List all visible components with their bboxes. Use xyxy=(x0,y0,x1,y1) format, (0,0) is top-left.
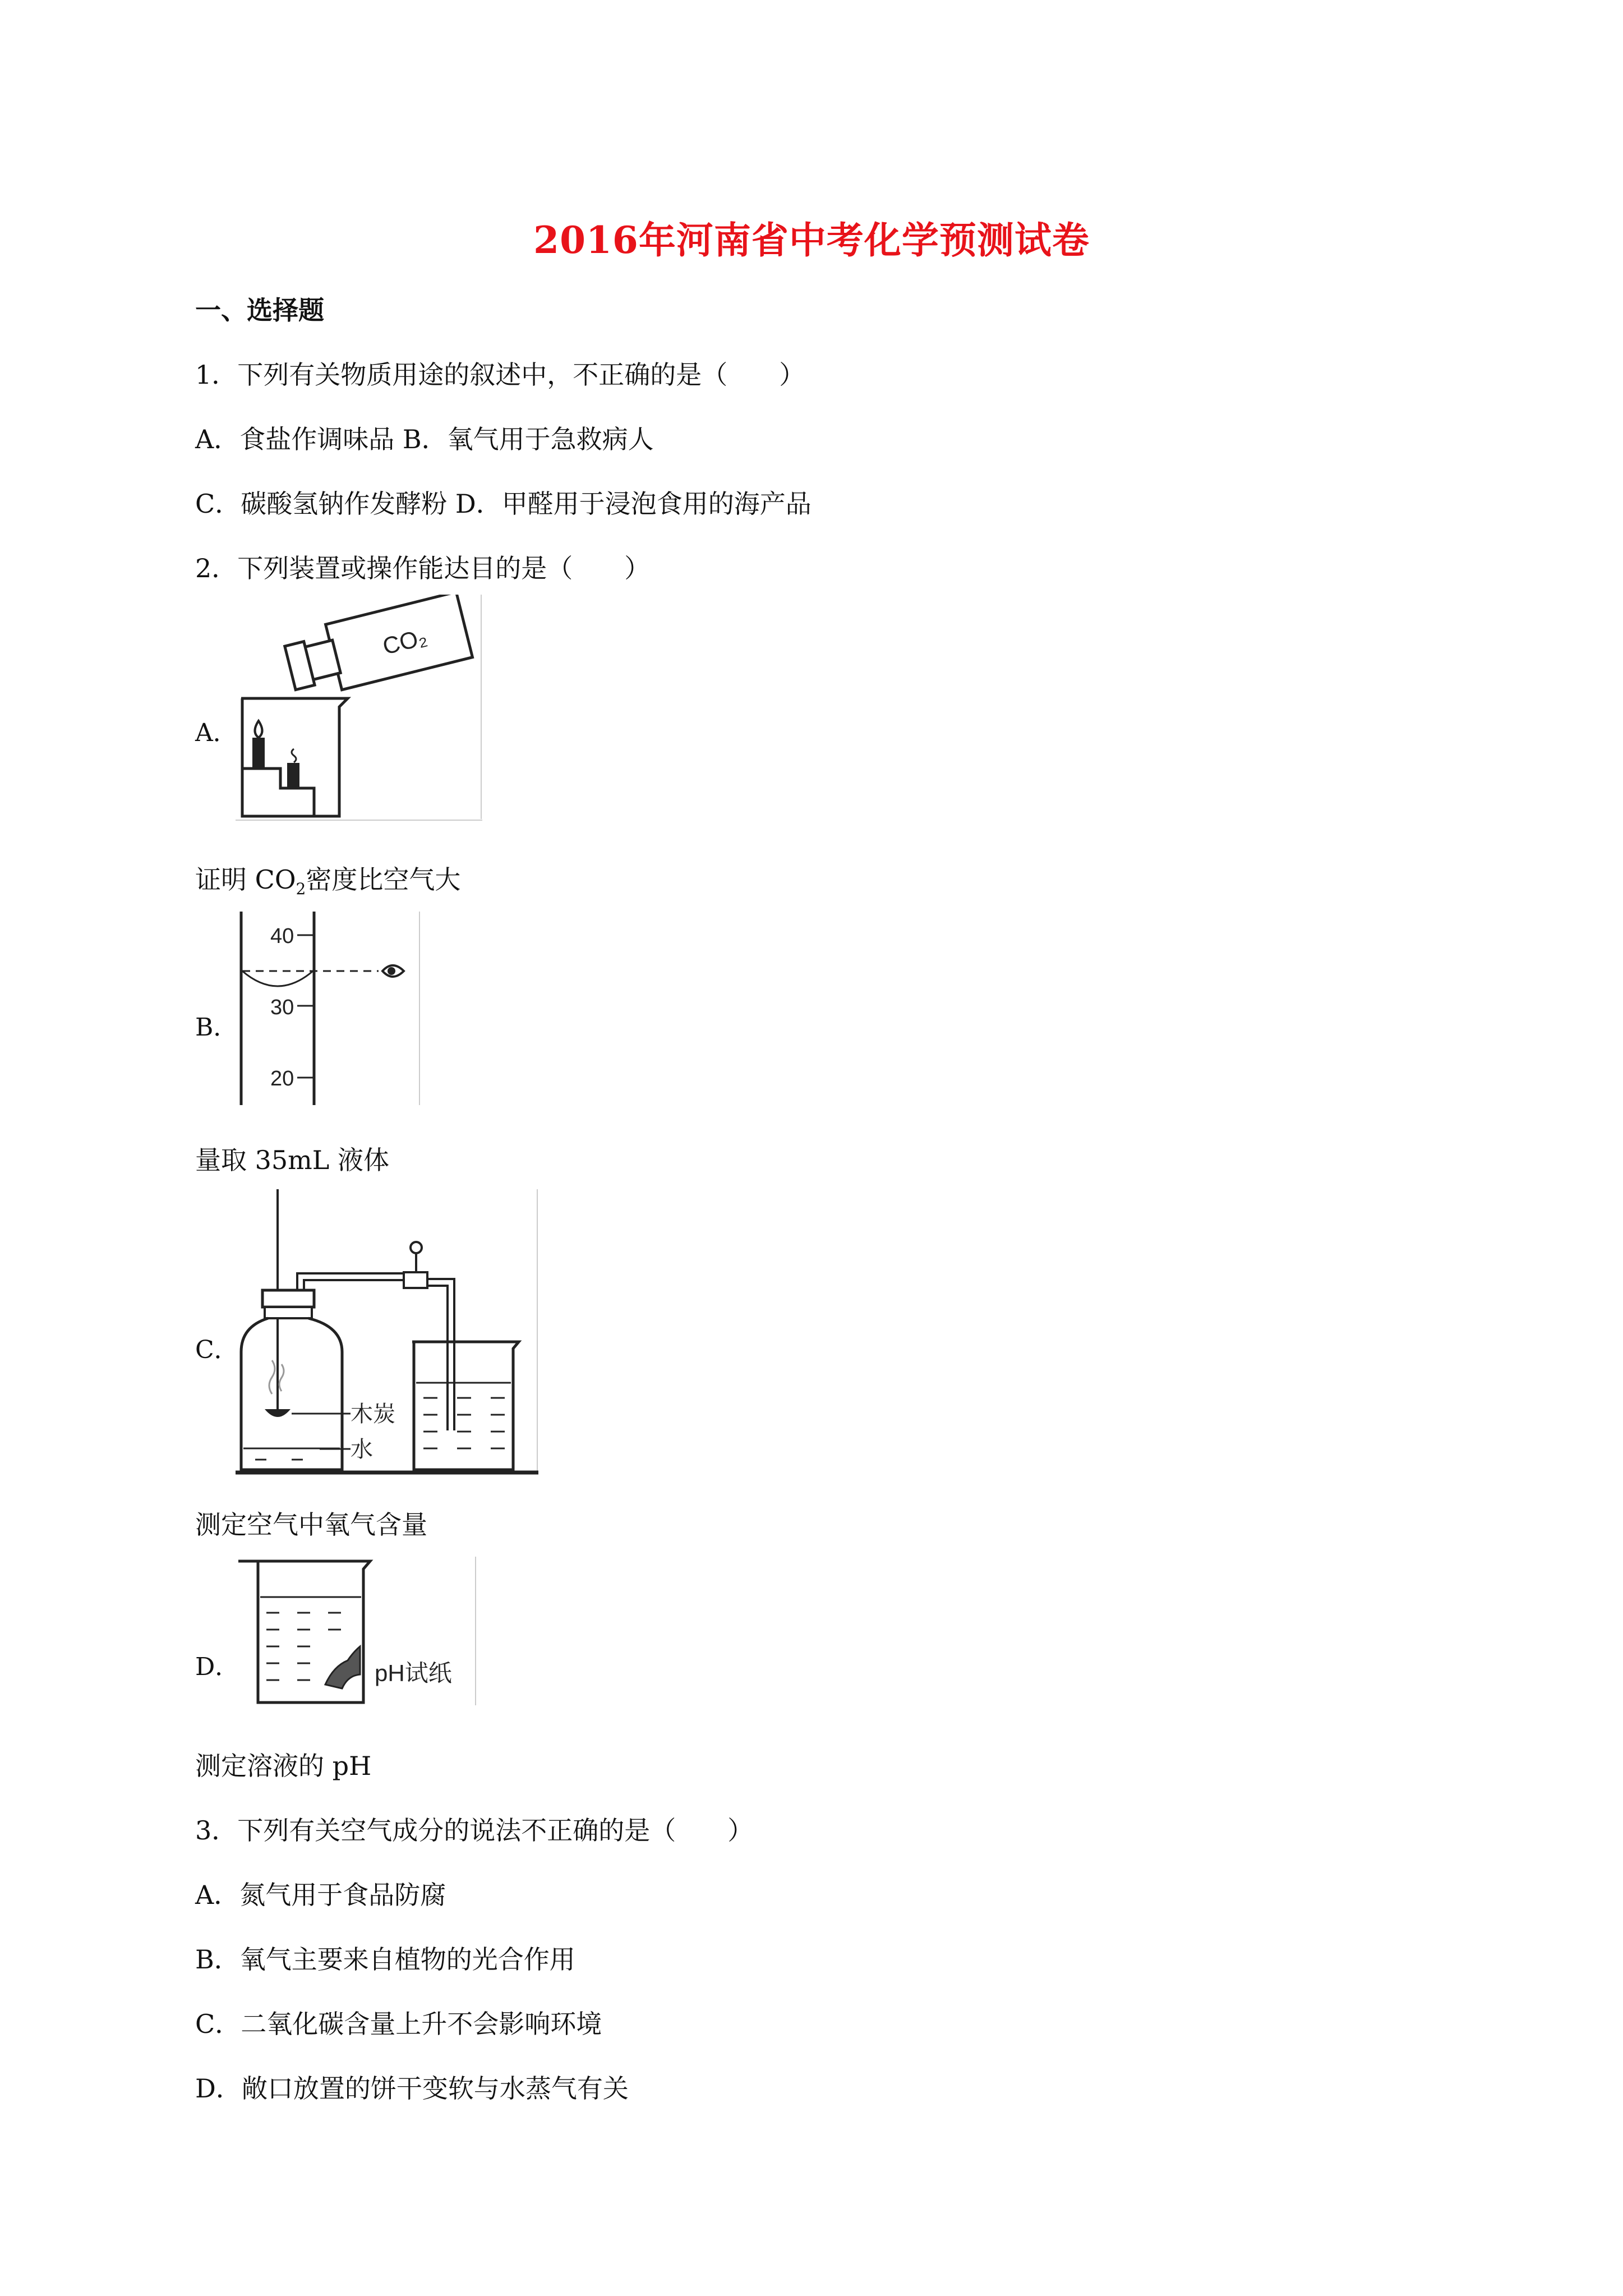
tick-label: 20 xyxy=(270,1067,294,1091)
option-d-caption: 测定溶液的 pH xyxy=(195,1751,372,1781)
question-3-option-a: A．氮气用于食品防腐 xyxy=(195,1880,446,1910)
ph-test-figure xyxy=(236,1557,477,1708)
question-3-stem: 3．下列有关空气成分的说法不正确的是（ ） xyxy=(195,1815,754,1846)
question-3-option-b: B．氧气主要来自植物的光合作用 xyxy=(195,1944,575,1975)
question-1-stem: 1．下列有关物质用途的叙述中，不正确的是（ ） xyxy=(195,360,805,390)
charcoal-label: 木炭 xyxy=(351,1402,395,1427)
option-c-caption: 测定空气中氧气含量 xyxy=(195,1510,427,1540)
option-c-label: C． xyxy=(195,1336,239,1364)
eye-icon xyxy=(382,965,404,977)
question-3-option-c: C．二氧化碳含量上升不会影响环境 xyxy=(195,2009,602,2039)
question-1-options-cd: C．碳酸氢钠作发酵粉 D．甲醛用于浸泡食用的海产品 xyxy=(195,489,811,519)
question-3-option-d: D．敞口放置的饼干变软与水蒸气有关 xyxy=(195,2073,629,2104)
oxygen-content-apparatus-figure xyxy=(236,1189,538,1475)
page-title: 2016年河南省中考化学预测试卷 xyxy=(533,218,1090,262)
question-2-stem: 2．下列装置或操作能达目的是（ ） xyxy=(195,553,651,583)
ph-paper-label: pH试纸 xyxy=(375,1660,452,1686)
option-d-label: D． xyxy=(195,1653,240,1681)
co2-label: CO₂ xyxy=(380,623,430,660)
question-1-options-ab: A．食盐作调味品 B．氧气用于急救病人 xyxy=(195,424,654,454)
option-b-label: B． xyxy=(195,1013,238,1042)
co2-density-figure xyxy=(236,595,482,825)
water-label: 水 xyxy=(351,1437,373,1462)
section-heading: 一、选择题 xyxy=(195,295,324,325)
option-a-caption: 证明 $CO_2$密度比空气大 xyxy=(195,864,461,899)
option-b-caption: 量取 35mL 液体 xyxy=(195,1145,389,1175)
option-a-label: A． xyxy=(195,719,238,747)
graduated-cylinder-figure xyxy=(236,912,421,1108)
clamp-icon xyxy=(404,1242,427,1288)
tick-label: 40 xyxy=(270,924,294,948)
tick-label: 30 xyxy=(270,996,294,1019)
